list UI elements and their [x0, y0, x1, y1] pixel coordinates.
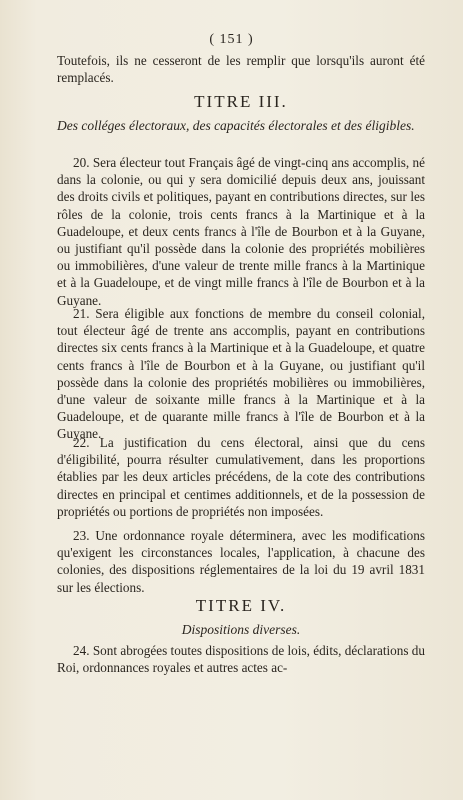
titre-3-heading: TITRE III. — [194, 92, 288, 111]
titre-4-heading-block — [57, 596, 425, 616]
titre-4-heading: TITRE IV. — [195, 596, 287, 615]
titre-3-heading-block — [57, 92, 425, 112]
article-24-text: 24. Sont abrogées toutes dispositions de lois, édits, déclarations du Roi, ordonnances royales et autres actes ac- — [57, 643, 425, 676]
page-number: ( 151 ) — [209, 32, 254, 47]
article-22-text: 22. La justification du cens électoral, ainsi que du cens d'éligibilité, pourra résulter cumulativement, dans les proportions établies par les deux articles précédens, de la cote des contributions directes en principal et centimes additionnels, et de la possession de propriétés ou portions de propriétés non imposées. — [57, 435, 425, 519]
article-21 — [57, 305, 425, 443]
article-23-text: 23. Une ordonnance royale déterminera, avec les modifications qu'exigent les circonstances locales, l'application, à chacune des colonies, des dispositions réglementaires de la loi du 19 avril 1831 sur les élections. — [57, 528, 425, 595]
article-23 — [57, 527, 425, 596]
article-20 — [57, 154, 425, 309]
article-24 — [57, 642, 425, 676]
article-21-text: 21. Sera éligible aux fonctions de membre du conseil colonial, tout électeur âgé de trente ans accomplis, payant en contributions directes six cents francs à la Martinique et à la Guadeloupe, et quatre cents francs à l'île de Bourbon et à la Guyane, ou justifiant qu'il possède dans la colonie des propriétés mobilières ou immobilières, d'une valeur de soixante mille francs à la Martinique et à la Guadeloupe, et de quarante mille francs à l'île de Bourbon et à la Guyane. — [57, 306, 425, 442]
titre-3-subtitle: Des colléges électoraux, des capacités électorales et des éligibles. — [57, 118, 415, 133]
continuation-text: Toutefois, ils ne cesseront de les remplir que lorsqu'ils auront été remplacés. — [57, 53, 425, 86]
article-22 — [57, 434, 425, 520]
titre-4-subtitle: Dispositions diverses. — [181, 622, 301, 637]
titre-4-subtitle-block — [57, 621, 425, 638]
continuation-paragraph — [57, 52, 425, 86]
titre-3-subtitle-block — [57, 117, 425, 134]
article-20-text: 20. Sera électeur tout Français âgé de vingt-cinq ans accomplis, né dans la colonie, ou qui y sera domicilié depuis deux ans, jouissant des droits civils et politiques, payant en contributions directes, sur les rôles de la colonie, trois cents francs à la Martinique et à la Guadeloupe, et deux cents francs à l'île de Bourbon et à la Guyane, ou justifiant qu'il possède dans la colonie des propriétés mobilières ou immobilières, d'une valeur de trente mille francs à la Martinique et à la Guadeloupe, et de vingt mille francs à l'île de Bourbon et à la Guyane. — [57, 155, 425, 308]
